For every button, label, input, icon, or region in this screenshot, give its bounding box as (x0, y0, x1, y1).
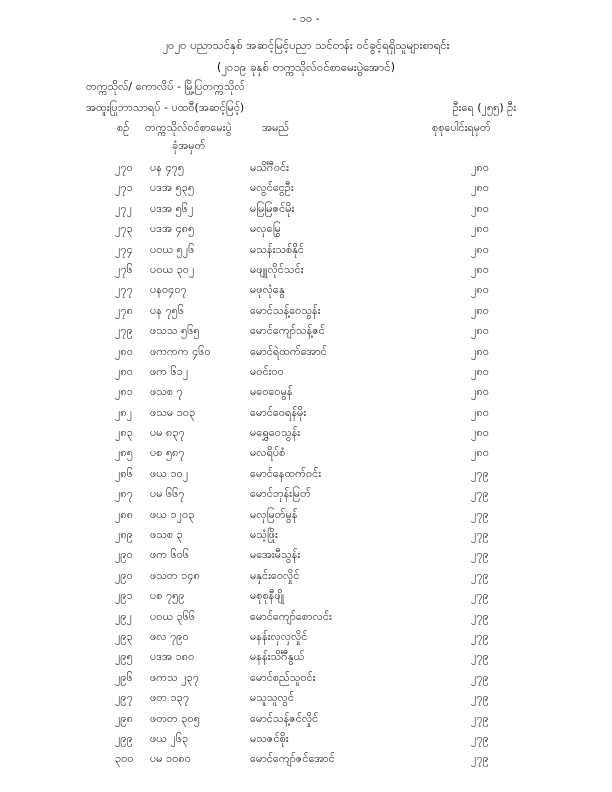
total-marks: ၂၈၀ (471, 201, 489, 215)
table-row (0, 178, 612, 198)
roll-number: ဖယ ၁၂၀၃ (150, 507, 195, 521)
table-row (0, 647, 612, 667)
major-subject-line: အထူးပြုဘာသာရပ် - ပထဝီ(အဆင့်မြင့်) (86, 101, 245, 114)
table-row (0, 443, 612, 463)
page-number: - ၁၀ - (292, 12, 320, 25)
student-name: မဝင်း၀၀ (250, 364, 284, 378)
student-name: မသန်းသစ်နိုင် (250, 242, 305, 256)
row-number: ၂၈၀ (115, 344, 133, 358)
student-name: မလှမြတ်မွန် (250, 507, 298, 521)
table-row (0, 505, 612, 525)
column-header-marks: စုစုပေါင်းရမှတ် (432, 121, 491, 134)
total-marks: ၂၇၉ (471, 507, 489, 521)
table-row (0, 301, 612, 321)
roll-number: ဖသတ ၁၄၈ (150, 568, 200, 582)
row-number: ၂၉၉ (115, 731, 133, 745)
total-marks: ၂၇၉ (471, 466, 489, 480)
row-number: ၂၇၃ (115, 222, 133, 236)
roll-number: ဖသစ ၇ (150, 385, 183, 399)
total-marks: ၂၈၀ (471, 446, 489, 460)
table-row (0, 545, 612, 565)
student-name: မောင်စည်သူဝင်း (250, 670, 316, 684)
student-name: မလရိပ်စံ (250, 446, 286, 460)
total-marks: ၂၇၉ (471, 528, 489, 542)
student-name: မသံ့ဖြိုး (250, 528, 278, 542)
university-line: တက္ကသိုလ်/ ကောလိပ် - မြို့ပြတက္ကသိုလ် (86, 80, 245, 93)
row-number: ၂၉၂ (115, 609, 132, 623)
total-marks: ၂၈၀ (471, 426, 489, 440)
roll-number: ဖကသ ၂၃၇ (150, 670, 199, 684)
student-name: မအေးမီသွန်း (250, 548, 301, 562)
total-marks: ၂၇၉ (471, 691, 489, 705)
row-number: ၂၇၈ (115, 303, 133, 317)
student-name: မနှင်းဝေလှိုင် (250, 568, 300, 582)
row-number: ၂၈၈ (115, 507, 133, 521)
roll-number: ပဝယ ၅၂၆ (150, 242, 195, 256)
table-row (0, 729, 612, 749)
roll-number: ဖတတ ၃၀၅ (150, 711, 200, 725)
roll-number: ပစ ၅၈၇ (150, 446, 185, 460)
column-header-no: စဉ် (117, 121, 130, 134)
student-name: မသဇင်စိုး (250, 731, 289, 745)
student-name: မသိင်္ဂီဝင်း (250, 161, 289, 174)
total-marks: ၂၈၀ (471, 222, 489, 236)
table-row (0, 464, 612, 484)
roll-number: ဖတ ၁၃၇ (150, 691, 190, 705)
row-number: ၂၉၀ (115, 548, 133, 562)
student-name: မောင်ဘုန်းမြတ် (250, 487, 311, 501)
table-row (0, 607, 612, 627)
row-number: ၂၇၂ (115, 201, 132, 215)
row-number: ၂၈၇ (115, 487, 133, 501)
document-title: ၂၀၂၀ ပညာသင်နှစ် အဆင့်မြင့်ပညာ သင်တန်း ဝင်ခွင့်ရရှိသူများစာရင်း (162, 38, 450, 52)
roll-number: ပဝယ ၃၀၂ (150, 262, 195, 276)
table-row (0, 749, 612, 769)
roll-number: ပဒအ ၅၆၂ (150, 201, 194, 215)
student-name: မောင်ရဲထက်အောင် (250, 344, 327, 358)
roll-number: ပမ ၈၃၇ (150, 426, 185, 440)
table-row (0, 423, 612, 443)
row-number: ၂၉၅ (115, 650, 133, 664)
row-number: ၂၈၁ (115, 385, 133, 399)
row-number: ၂၇၆ (115, 262, 133, 276)
row-number: ၂၉၀ (115, 568, 133, 582)
roll-number: ပဒအ ၁၈၀ (150, 650, 195, 664)
table-row (0, 362, 612, 382)
row-number: ၂၉၇ (115, 691, 133, 705)
roll-number: ဖသစ ၃ (150, 528, 183, 542)
row-number: ၂၈၉ (115, 528, 133, 542)
student-count: ဦးရေ (၂၅၅) ဦး (452, 101, 516, 114)
total-marks: ၂၇၉ (471, 711, 489, 725)
table-row (0, 199, 612, 219)
total-marks: ၂၇၉ (471, 650, 489, 664)
row-number: ၂၈၃ (115, 426, 133, 440)
row-number: ၂၉၈ (115, 711, 133, 725)
student-name: မလှမြွေ (250, 222, 281, 236)
table-row (0, 342, 612, 362)
table-row (0, 709, 612, 729)
student-name: မောင်ဝေရန်မိုး (250, 405, 307, 419)
student-name: မောင်ကျော်စောလင်း (250, 609, 332, 623)
row-number: ၂၇၁ (115, 181, 133, 195)
row-number: ၂၉၁ (115, 589, 133, 603)
row-number: ၂၇၉ (115, 324, 133, 338)
student-name: မောင်ကျော်သန့်ဇင် (250, 324, 325, 338)
total-marks: ၂၈၀ (471, 364, 489, 378)
roll-number: ဖသသ ၅၆၅ (150, 324, 200, 338)
column-header-name: အမည် (262, 121, 290, 134)
roll-number: ပဒအ ၅၃၅ (150, 181, 195, 195)
student-name: မောင်သန့်ဝေသွန်း (250, 303, 321, 317)
row-number: ၂၈၀ (115, 364, 133, 378)
total-marks: ၂၇၉ (471, 609, 489, 623)
row-number: ၂၉၆ (115, 670, 133, 684)
student-name: မနန်းသိင်္ဂီနွယ် (250, 650, 305, 664)
total-marks: ၂၈၀ (471, 283, 489, 297)
student-name: မဝေဝေမွန် (250, 385, 293, 399)
row-number: ၂၉၃ (115, 629, 133, 643)
table-row (0, 382, 612, 402)
table-row (0, 688, 612, 708)
roll-number: ပဝယ ၃၆၆ (150, 609, 196, 623)
total-marks: ၂၇၉ (471, 548, 489, 562)
student-name: မဖုလုံနွေ (250, 283, 285, 297)
table-row (0, 525, 612, 545)
roll-number: ဖက ၆၁၂ (150, 364, 189, 378)
student-name: မောင်သန့်ဇင်လှိုင် (250, 711, 319, 725)
row-number: ၃၀၀ (115, 752, 134, 766)
table-row (0, 484, 612, 504)
table-row (0, 280, 612, 300)
total-marks: ၂၈၀ (471, 161, 489, 174)
student-name: မောင်ကျော်ဇင်အောင် (250, 752, 335, 766)
total-marks: ၂၇၉ (471, 629, 489, 643)
roll-number: ပဒအ ၄၈၅ (150, 222, 195, 236)
student-name: မနန်းလှလှလှိုင် (250, 629, 308, 643)
roll-number: ပစ ၇၅၉ (150, 589, 185, 603)
total-marks: ၂၈၀ (471, 303, 489, 317)
table-row (0, 321, 612, 341)
row-number: ၂၇၄ (115, 242, 133, 256)
total-marks: ၂၇၉ (471, 589, 489, 603)
total-marks: ၂၈၀ (471, 324, 489, 338)
table-row (0, 260, 612, 280)
table-row (0, 240, 612, 260)
student-name: မသူသူလွင် (250, 691, 294, 705)
roll-number: ပန၀၄၀၇ (150, 283, 187, 297)
student-name: မောင်နေထက်ဝင်း (250, 466, 322, 480)
table-row (0, 158, 612, 178)
total-marks: ၂၈၀ (471, 242, 489, 256)
row-number: ၂၈၂ (115, 405, 133, 419)
row-number: ၂၈၅ (115, 446, 133, 460)
student-name: မစုစုနီဖျို (250, 589, 284, 603)
roll-number: ဖကကက ၄၆၀ (150, 344, 211, 358)
row-number: ၂၇၀ (115, 161, 133, 174)
row-number: ၂၈၆ (115, 466, 133, 480)
table-row (0, 219, 612, 239)
table-row (0, 627, 612, 647)
student-name: မမြမြဇင်မိုး (250, 201, 295, 215)
row-number: ၂၇၇ (115, 283, 133, 297)
table-row (0, 586, 612, 606)
total-marks: ၂၇၉ (471, 670, 489, 684)
roll-number: ဖလ ၇၉၀ (150, 629, 189, 643)
total-marks: ၂၈၀ (471, 262, 489, 276)
student-name: မဖျူလိုင်သင်း (250, 262, 304, 276)
total-marks: ၂၇၉ (471, 752, 489, 766)
roll-number: ပန ၇၅၆ (150, 303, 185, 317)
column-header-roll-sub: ခုံအမှတ် (172, 139, 206, 152)
total-marks: ၂၈၀ (471, 385, 489, 399)
column-header-roll: တက္ကသိုလ်ဝင်စာမေးပွဲ (145, 121, 232, 134)
total-marks: ၂၈၀ (471, 405, 489, 419)
table-row (0, 403, 612, 423)
roll-number: ပမ ၆၆၇ (150, 487, 185, 501)
roll-number: ပန ၄၇၅ (150, 161, 185, 174)
roll-number: ဖယ ၁၀၂ (150, 466, 189, 480)
roll-number: ဖက ၆၀၆ (150, 548, 190, 562)
total-marks: ၂၈၀ (471, 181, 489, 195)
document-subtitle: (၂၀၁၉ ခုနှစ် တက္ကသိုလ်ဝင်စာမေးပွဲအောင်) (216, 60, 396, 74)
student-name: မလွင်ငွေဦး (250, 181, 294, 195)
table-row (0, 668, 612, 688)
student-name: မရွှေဝေသွန်း (250, 426, 301, 440)
table-row (0, 566, 612, 586)
results-table (0, 158, 612, 770)
total-marks: ၂၇၉ (471, 487, 489, 501)
total-marks: ၂၈၀ (471, 344, 489, 358)
roll-number: ပမ ၁၀၈၀ (150, 752, 191, 766)
total-marks: ၂၇၉ (471, 731, 489, 745)
roll-number: ဖယ ၂၆၃ (150, 731, 189, 745)
roll-number: ဖသမ ၁၀၃ (150, 405, 196, 419)
total-marks: ၂၇၉ (471, 568, 489, 582)
